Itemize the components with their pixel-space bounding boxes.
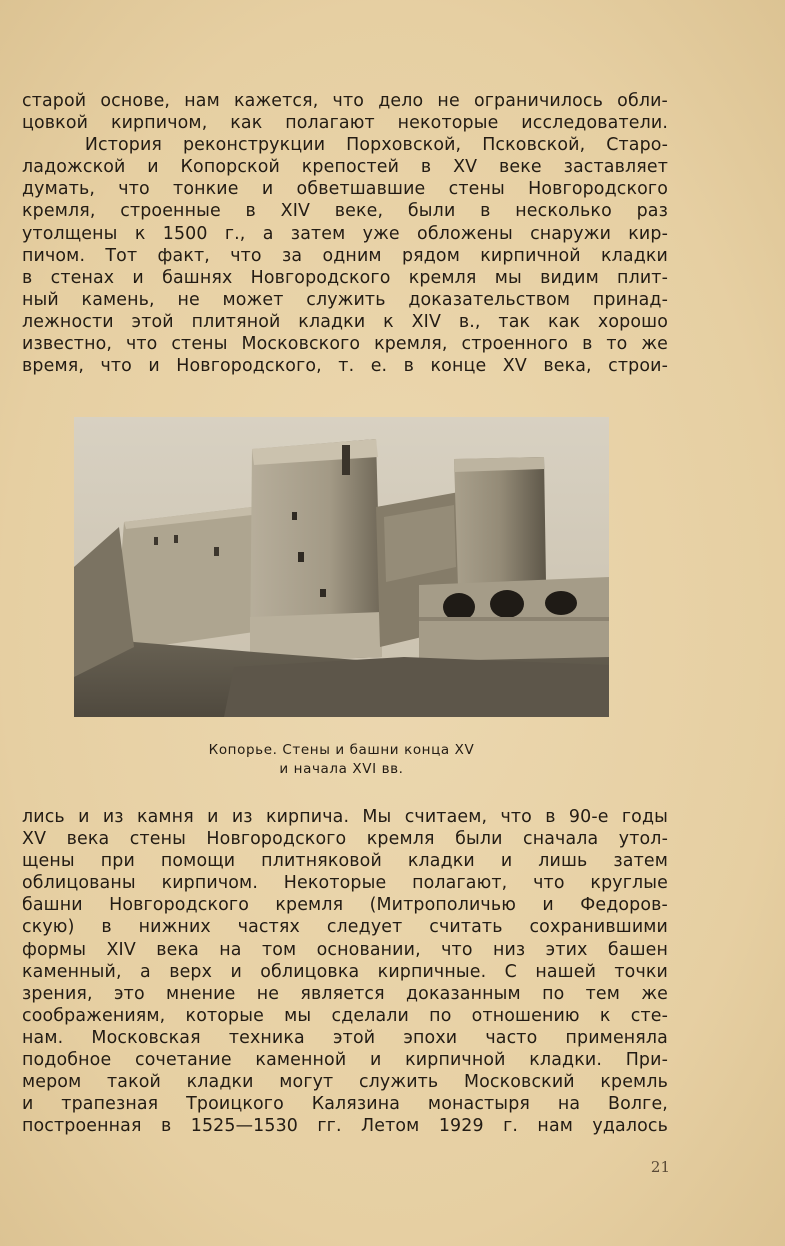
text-line: скую) в нижних частях следует считать сохранившими [22,917,668,938]
text-line: ладожской и Копорской крепостей в XV веке заставляет [22,157,668,178]
text-line: построенная в 1525—1530 гг. Летом 1929 г. нам удалось [22,1116,668,1137]
text-line: формы XIV века на том основании, что низ этих башен [22,939,668,960]
text-line: щены при помощи плитняковой кладки и лишь затем [22,851,668,872]
text-line: ный камень, не может служить доказательством принад- [22,289,668,310]
koporye-fortress-illustration [74,417,609,717]
text-line: соображениям, которые мы сделали по отношению к сте- [22,1005,668,1026]
paragraph-bottom [22,806,668,1137]
fortress-photo [74,417,609,717]
text-line: облицованы кирпичом. Некоторые полагают, что круглые [22,873,668,894]
text-line: время, что и Новгородского, т. е. в конце XV века, строи- [22,356,668,377]
text-line: каменный, а верх и облицовка кирпичные. С нашей точки [22,961,668,982]
text-line: в стенах и башнях Новгородского кремля мы видим плит- [22,267,668,288]
text-line: XV века стены Новгородского кремля были сначала утол- [22,829,668,850]
paragraph-top [22,90,668,377]
text-line: нам. Московская техника этой эпохи часто применяла [22,1027,668,1048]
figure-caption-continued: и начала XVI вв. [279,761,404,777]
text-line: утолщены к 1500 г., а затем уже обложены снаружи кир- [22,223,668,244]
text-line: лись и из камня и из кирпича. Мы считаем, что в 90-е годы [22,807,668,827]
text-line: думать, что тонкие и обветшавшие стены Новгородского [22,179,668,200]
text-line: известно, что стены Московского кремля, строенного в то же [22,334,668,355]
text-line: История реконструкции Порховской, Псковской, Старо- [22,135,668,156]
text-line: старой основе, нам кажется, что дело не ограничилось обли- [22,91,668,111]
text-line: подобное сочетание каменной и кирпичной кладки. При- [22,1050,668,1071]
text-line: башни Новгородского кремля (Митрополичью и Федоров- [22,895,668,916]
page-number: 21 [650,1158,670,1176]
text-line: зрения, это мнение не является доказанным по тем же [22,983,668,1004]
text-line: лежности этой плитяной кладки к XIV в., так как хорошо [22,311,668,332]
text-line: пичом. Тот факт, что за одним рядом кирпичной кладки [22,245,668,266]
figure-caption: Копорье. Стены и башни конца XV [208,742,475,758]
text-line: цовкой кирпичом, как полагают некоторые исследователи. [22,113,668,134]
text-line: мером такой кладки могут служить Московский кремль [22,1072,668,1093]
text-line: кремля, строенные в XIV веке, были в несколько раз [22,201,668,222]
text-line: и трапезная Троицкого Калязина монастыря на Волге, [22,1094,668,1115]
